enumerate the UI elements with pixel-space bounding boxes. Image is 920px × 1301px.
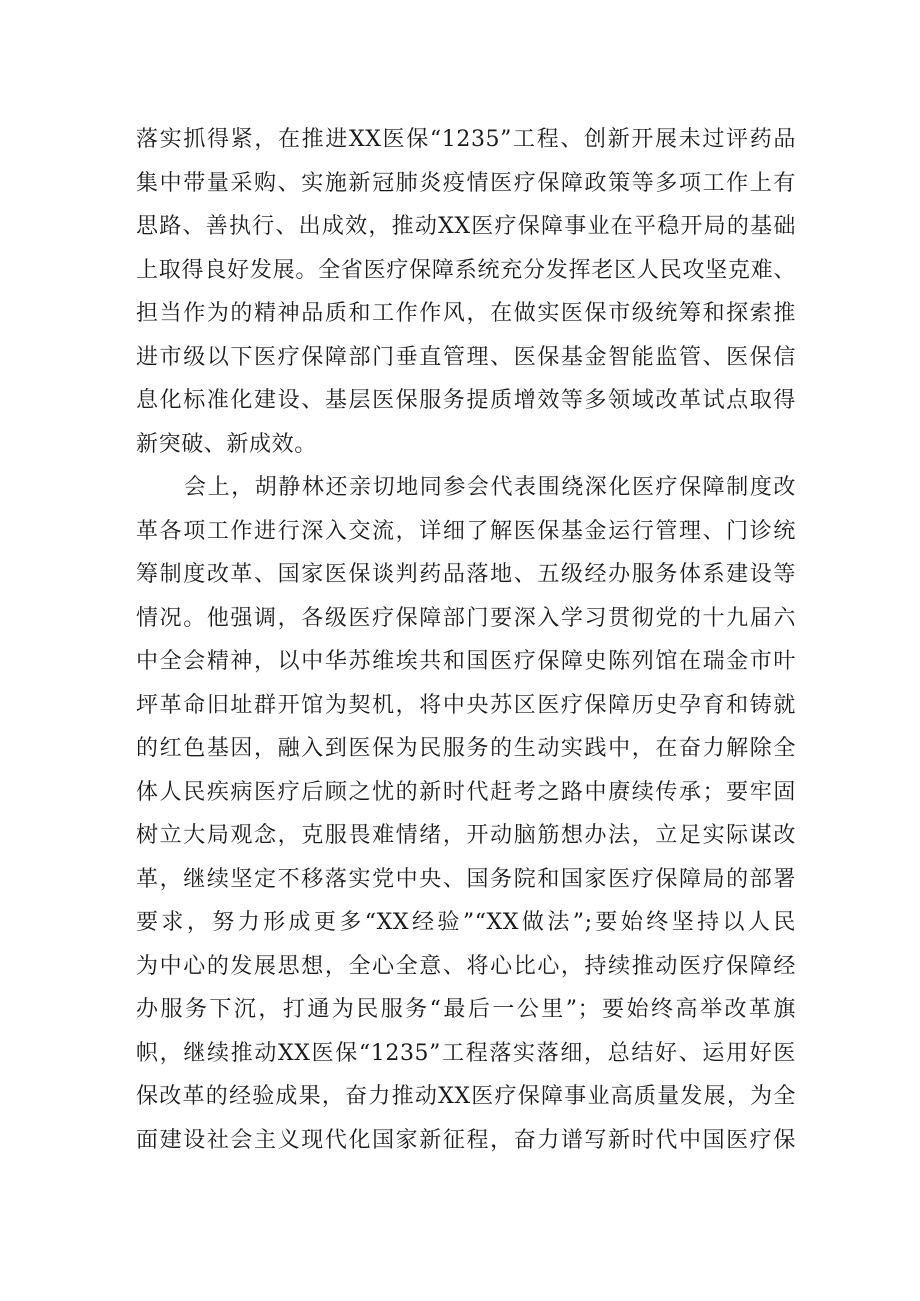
body-text [136, 118, 796, 1162]
text-line: 中全会精神，以中华苏维埃共和国医疗保障史陈列馆在瑞金市叶 [136, 649, 796, 674]
text-line: 息化标准化建设、基层医保服务提质增效等多领域改革试点取得 [136, 388, 796, 413]
text-line: 的红色基因，融入到医保为民服务的生动实践中，在奋力解除全 [136, 736, 796, 761]
text-line: 情况。他强调，各级医疗保障部门要深入学习贯彻党的十九届六 [136, 605, 796, 631]
text-line: 上取得良好发展。全省医疗保障系统充分发挥老区人民攻坚克难、 [136, 257, 796, 283]
paragraph-first-line: 会上，胡静林还亲切地同参会代表围绕深化医疗保障制度改 [184, 475, 796, 500]
text-line: 革，继续坚定不移落实党中央、国务院和国家医疗保障局的部署 [136, 866, 796, 892]
text-line: 保改革的经验成果，奋力推动XX医疗保障事业高质量发展，为全 [136, 1084, 796, 1109]
text-line: 进市级以下医疗保障部门垂直管理、医保基金智能监管、医保信 [136, 344, 796, 370]
text-line: 担当作为的精神品质和工作作风，在做实医保市级统筹和探索推 [136, 301, 796, 326]
text-line: 办服务下沉，打通为民服务“最后一公里”；要始终高举改革旗 [136, 997, 796, 1022]
text-line: 筹制度改革、国家医保谈判药品落地、五级经办服务体系建设等 [136, 562, 796, 587]
text-line: 思路、善执行、出成效，推动XX医疗保障事业在平稳开局的基础 [136, 214, 796, 239]
text-line: 帜，继续推动XX医保“1235”工程落实落细，总结好、运用好医 [136, 1040, 796, 1066]
text-line: 新突破、新成效。 [136, 431, 317, 457]
text-line: 体人民疾病医疗后顾之忧的新时代赶考之路中赓续传承；要牢固 [136, 779, 796, 805]
text-line: 为中心的发展思想，全心全意、将心比心，持续推动医疗保障经 [136, 953, 796, 979]
text-line: 面建设社会主义现代化国家新征程，奋力谱写新时代中国医疗保 [136, 1127, 796, 1153]
text-line: 革各项工作进行深入交流，详细了解医保基金运行管理、门诊统 [136, 518, 796, 544]
text-line: 落实抓得紧，在推进XX医保“1235”工程、创新开展未过评药品 [136, 127, 796, 152]
text-line: 坪革命旧址群开馆为契机，将中央苏区医疗保障历史孕育和铸就 [136, 692, 796, 718]
text-line: 要求，努力形成更多“XX经验”“XX做法”;要始终坚持以人民 [136, 910, 796, 935]
text-line: 树立大局观念，克服畏难情绪，开动脑筋想办法，立足实际谋改 [136, 823, 796, 848]
text-line: 集中带量采购、实施新冠肺炎疫情医疗保障政策等多项工作上有 [136, 170, 796, 196]
